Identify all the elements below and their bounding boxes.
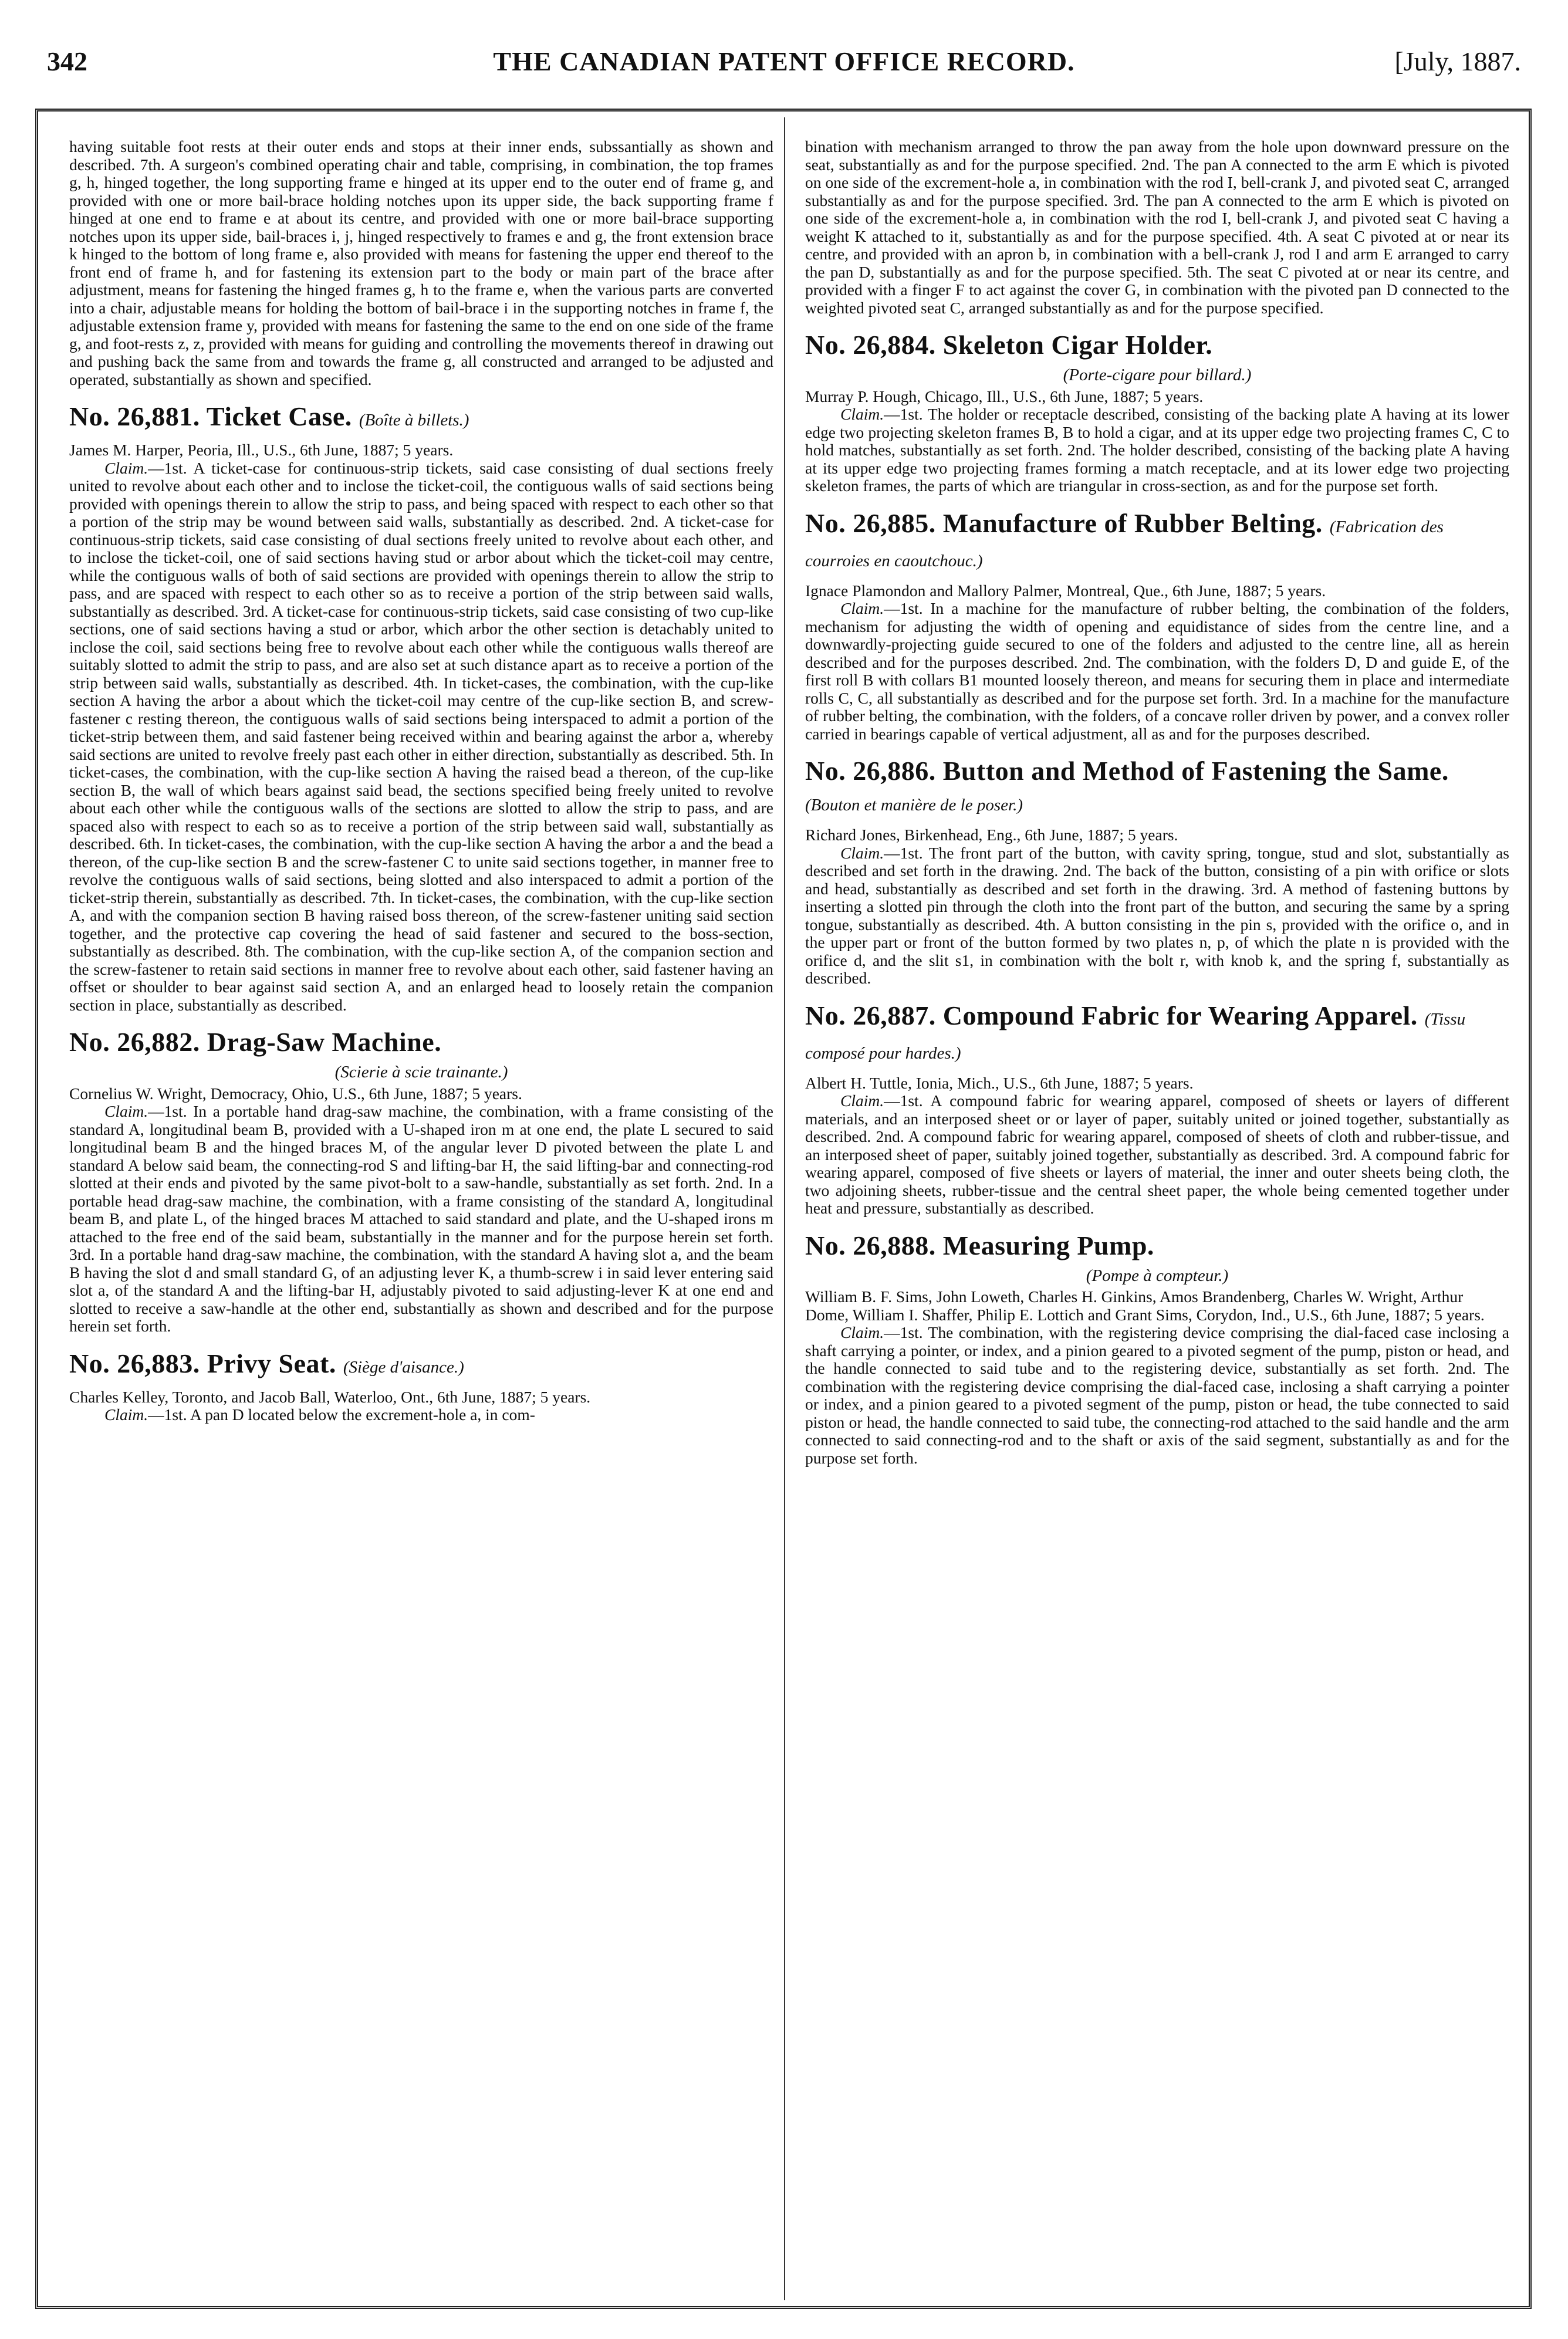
patent-title: Privy Seat. [207,1348,336,1378]
claim-label: Claim. [104,458,148,477]
patent-title: Button and Method of Fastening the Same. [942,756,1449,786]
french-title: (Boîte à billets.) [359,411,469,430]
patent-title: Measuring Pump. [942,1230,1154,1260]
entry-heading [69,1027,773,1057]
applicant: Charles Kelley, Toronto, and Jacob Ball, Waterloo, Ont., 6th June, 1887; 5 years. [69,1387,591,1406]
entry-heading [805,330,1509,360]
patent-entry-26888 [805,1231,1509,1468]
patent-number: No. 26,882. [69,1027,200,1057]
patent-title: Manufacture of Rubber Belting. [942,508,1323,538]
claim-label: Claim. [840,843,884,862]
applicant: Murray P. Hough, Chicago, Ill., U.S., 6th June, 1887; 5 years. [805,387,1204,405]
entry-heading [805,508,1509,576]
patent-entry-26886 [805,756,1509,988]
french-title: (Siège d'aisance.) [343,1357,464,1377]
claim-text [69,1406,773,1424]
claim-text [805,1324,1509,1467]
french-title: (Tissu composé pour hardes.) [805,1009,1466,1063]
patent-entry-26882 [69,1027,773,1336]
entry-heading [69,401,773,435]
right-column [805,138,1509,1467]
page-number: 342 [47,46,87,76]
claim-body: —1st. The holder or receptacle described, consisting of the backing plate A having at its lower edge two projecting skeleton frames B, B to hold a cigar, and at its upper edge two projecting frames C, C to hold matches, substantially as set forth. 2nd. The holder described, consisting of the backing plate A having at its upper edge two projecting frames forming a match receptacle, and at its lower edge two projecting skeleton frames, the parts of which are triangular in cross-section, as and for the purpose set forth. [805,405,1509,495]
claim-label: Claim. [104,1102,148,1120]
claim-text [805,600,1509,743]
claim-body: —1st. The combination, with the registering device comprising the dial-faced case inclosing a shaft carrying a pointer, or index, and a pinion geared to a pivoted segment of the pump, piston or head, and the handle connected to said tube and to the registering device, substantially as set forth. 2nd. The combination with the registering device comprising the dial-faced case, inclosing a shaft carrying a pointer or index, and a pinion geared to a pivoted segment of the pump, piston or head, the tube connected to said piston or head, the handle connected to said tube, the connecting-rod attached to the said handle and the arm connected to said connecting-rod and to the shaft or axis of the said segment, substantially as and for the purpose set forth. [805,1323,1509,1467]
french-title: (Fabrication des courroies en caoutchouc.) [805,517,1444,570]
patent-entry-26887 [805,1001,1509,1218]
claim-body: —1st. A pan D located below the excrement-hole a, in com- [148,1405,535,1424]
patent-number: No. 26,881. [69,401,200,431]
claim-text [69,1103,773,1336]
patent-title: Drag-Saw Machine. [207,1027,442,1057]
claim-text [805,844,1509,988]
french-title: (Pompe à compteur.) [1086,1266,1229,1285]
applicant: Albert H. Tuttle, Ionia, Mich., U.S., 6th June, 1887; 5 years. [805,1073,1194,1092]
entry-heading [69,1348,773,1383]
patent-number: No. 26,887. [805,1000,936,1030]
left-column [69,138,773,1424]
claim-text [805,405,1509,495]
applicant: Cornelius W. Wright, Democracy, Ohio, U.S., 6th June, 1887; 5 years. [69,1084,522,1103]
applicant: James M. Harper, Peoria, Ill., U.S., 6th June, 1887; 5 years. [69,441,454,459]
claim-label: Claim. [840,405,884,423]
french-title: (Porte-cigare pour billard.) [1063,366,1252,384]
patent-number: No. 26,885. [805,508,936,538]
entry-heading [805,1231,1509,1261]
issue-date: [July, 1887. [1394,46,1521,76]
claim-label: Claim. [840,1091,884,1110]
applicant: William B. F. Sims, John Loweth, Charles H. Ginkins, Amos Brandenberg, Charles W. Wright, Arthur Dome, William I. Shaffer, Philip E. Lottich and Grant Sims, Corydon, Ind., U.S., 6th June, 1887; 5 years. [805,1287,1485,1324]
claim-body: —1st. A ticket-case for continuous-strip tickets, said case consisting of dual sections freely united to revolve about each other and to inclose the ticket-coil, the contiguous walls of said sections being provided with openings therein to allow the strip to pass, and being spaced with respect to each other so that a portion of the strip may be wound between said walls, substantially as described. 2nd. A ticket-case for continuous-strip tickets, said case consisting of dual sections freely united to revolve about each other, and to inclose the ticket-coil, one of said sections having stud or arbor about which the ticket-coil may centre, while the contiguous walls of both of said sections are provided with openings therein to allow the strip to pass, and are spaced with respect to each other so as to receive a portion of the strip between said walls, substantially as described. 3rd. A ticket-case for continuous-strip tickets, said case consisting of two cup-like sections, one of said sections having a stud or arbor, which arbor the other section is detachably united to inclose the coil, said sections being free to revolve about each other while the contiguous walls thereof are suitably slotted to admit the strip to pass, and are also set at such distance apart as to receive a portion of the strip between said walls, substantially as described. 4th. In ticket-cases, the combination, with the cup-like section A having the arbor a about which the ticket-coil may centre of the cup-like section B, and screw-fastener c resting thereon, the contiguous walls of said sections being interspaced to admit a portion of the ticket-strip between them, and said fastener being received within and bearing against the arbor a, whereby said sections are united to revolve freely past each other in either direction, substantially as described. 5th. In ticket-cases, the combination, with the cup-like section A having the raised bead a thereon, of the cup-like section B, the wall of which bears against said bead, the sections specified being freely united to revolve about each other while the contiguous walls of the sections are slotted to allow the strip to pass, and are spaced also with respect to each so as to receive a portion of the strip between said wall, substantially as described. 6th. In ticket-cases, the combination, with the cup-like section A having the arbor a and the bead a thereon, of the cup-like section B and the screw-fastener C to unite said sections together, in manner free to revolve the contiguous walls of said sections, being slotted and also interspaced to admit a portion of the ticket-strip therein, substantially as described. 7th. In ticket-cases, the combination, with the cup-like section A, and with the companion section B having raised boss thereon, of the screw-fastener uniting said section together, and the protective cap covering the head of said fastener and secured to the boss-section, substantially as described. 8th. The combination, with the cup-like section A, of the companion section and the screw-fastener to retain said sections in manner free to revolve about each other, said fastener having an offset or shoulder to bear against said section A, and an enlarged head to loosely retain the companion section in place, substantially as described. [69,458,773,1014]
page-header [47,35,1521,82]
claim-body: —1st. A compound fabric for wearing apparel, composed of sheets or layers of different materials, and an interposed sheet or or layer of paper, suitably united or joined together, substantially as described. 2nd. A compound fabric for wearing apparel, composed of sheets of cloth and rubber-tissue, and an interposed sheet of paper, suitably joined together, substantially as described. 3rd. A compound fabric for wearing apparel, composed of five sheets or layers of material, the inner and outer sheets being cloth, the two adjoining sheets, rubber-tissue and the central sheet paper, the whole being cemented together under heat and pressure, substantially as described. [805,1091,1509,1217]
claim-label: Claim. [840,1323,884,1341]
claim-text [69,459,773,1015]
entry-heading [805,756,1509,820]
french-title: (Scierie à scie trainante.) [334,1063,508,1081]
patent-entry-26881 [69,401,773,1014]
patent-number: No. 26,884. [805,330,936,360]
claim-body: —1st. The front part of the button, with cavity spring, tongue, stud and slot, substantially as described and set forth in the drawing. 2nd. The back of the button, consisting of a pin with orifice or slots and head, substantially as described and set forth in the drawing. 3rd. A method of fastening buttons by inserting a slotted pin through the cloth into the front part of the button, and securing the same by a spring tongue, substantially as described. 4th. A button consisting in the pin s, provided with the orifice o, and in the upper part or front of the button formed by two plates n, p, of which the plate n is provided with the orifice d, and the slit s1, in combination with the bolt r, with knob k, and the spring f, substantially as described. [805,843,1509,987]
publication-title: THE CANADIAN PATENT OFFICE RECORD. [493,46,1075,76]
claim-label: Claim. [840,599,884,617]
column-divider [784,117,785,2300]
claim-body: —1st. In a machine for the manufacture of rubber belting, the combination of the folders, mechanism for adjusting the width of opening and equidistance of sides from the centre line, and a downwardly-projecting guide secured to one of the folders and adjusted to the centre line, all as herein described and for the purposes described. 2nd. The combination, with the folders D, D and guide E, of the first roll B with collars B1 mounted loosely thereon, and means for securing them in place and intermediate rolls C, C, all substantially as described and for the purpose set forth. 3rd. In a machine for the manufacture of rubber belting, the combination, with the folders, of a concave roller driven by power, and a convex roller carried in bearings capable of vertical adjustment, all as and for the purposes described. [805,599,1509,743]
patent-entry-26885 [805,508,1509,743]
claim-label: Claim. [104,1405,148,1424]
patent-entry-26883 [69,1348,773,1424]
entry-heading [805,1001,1509,1069]
patent-number: No. 26,883. [69,1348,200,1378]
patent-number: No. 26,886. [805,756,936,786]
claim-text [805,1092,1509,1218]
patent-entry-26884 [805,330,1509,495]
patent-title: Ticket Case. [206,401,352,431]
patent-title: Skeleton Cigar Holder. [942,330,1213,360]
french-title: (Bouton et manière de le poser.) [805,796,1023,814]
patent-number: No. 26,888. [805,1230,936,1260]
applicant: Richard Jones, Birkenhead, Eng., 6th June, 1887; 5 years. [805,826,1178,844]
continuation-text: having suitable foot rests at their outer ends and stops at their inner ends, subssantially as shown and described. 7th. A surgeon's combined operating chair and table, comprising, in combination, the top frames g, h, hinged together, the long supporting frame e hinged at its upper end to the outer end of frame g, and provided with one or more bail-brace holding notches upon its upper side, the back supporting frame f hinged at one end to frame e at about its centre, and provided with one or more bail-brace supporting notches upon its upper side, bail-braces i, j, hinged respectively to frames e and g, the front extension brace k hinged to the bottom of long frame e, also provided with means for fastening the upper end thereof to the front end of frame h, and for fastening its extension part to the body or main part of the brace after adjustment, means for fastening the hinged frames g, h to the frame e, when the various parts are converted into a chair, adjustable means for holding the bottom of bail-brace i in the supporting notches in frame f, the adjustable extension frame y, provided with means for fastening the same to the end on one side of the frame g, and foot-rests z, z, provided with means for guiding and controlling the movements thereof in drawing out and pushing back the same from and towards the frame g, all constructed and arranged to be adjusted and operated, substantially as shown and specified. [69,137,773,388]
claim-body: —1st. In a portable hand drag-saw machine, the combination, with a frame consisting of the standard A, longitudinal beam B, provided with a U-shaped iron m at one end, the plate L secured to said longitudinal beam B and the hinged braces M, of the angular lever D pivoted between the plate L and standard A below said beam, the connecting-rod S and lifting-bar H, the said lifting-bar and connecting-rod slotted at their ends and pivoted by the same pivot-bolt to a saw-handle, substantially as set forth. 2nd. In a portable head drag-saw machine, the combination, with a frame consisting of the standard A, longitudinal beam B, and plate L, of the hinged braces M attached to said standard and plate, and the U-shaped irons m attached to the free end of the said beam, substantially in the manner and for the purpose herein set forth. 3rd. In a portable hand drag-saw machine, the combination, with the standard A having slot a, and the beam B having the slot d and small standard G, of an adjusting lever K, a thumb-screw i in said lever entering said slot a, of the standard A and the lifting-bar H, adjustably pivoted to said adjusting-lever K at one end and slotted to receive a saw-handle at the other end, substantially as shown and described and for the purpose herein set forth. [69,1102,773,1335]
continuation-text: bination with mechanism arranged to throw the pan away from the hole upon downward pressure on the seat, substantially as and for the purpose specified. 2nd. The pan A connected to the arm E which is pivoted on one side of the excrement-hole a, in combination with the rod I, bell-crank J, and pivoted seat C, arranged substantially as and for the purpose specified. 3rd. The pan A connected to the arm E which is pivoted on one side of the excrement-hole a, in combination with the rod I, bell-crank J, and pivoted seat C having a weight K attached to it, substantially as and for the purpose specified. 4th. A seat C pivoted at or near its centre, and provided with an apron b, in combination with a bell-crank J, rod I and arm E arranged to carry the pan D, substantially as and for the purpose specified. 5th. The seat C pivoted at or near its centre, and provided with a finger F to act against the cover G, in combination with the pivoted pan D connected to the weighted pivoted seat C, arranged substantially as and for the purpose specified. [805,137,1509,317]
patent-title: Compound Fabric for Wearing Apparel. [942,1000,1418,1030]
applicant: Ignace Plamondon and Mallory Palmer, Montreal, Que., 6th June, 1887; 5 years. [805,581,1326,600]
